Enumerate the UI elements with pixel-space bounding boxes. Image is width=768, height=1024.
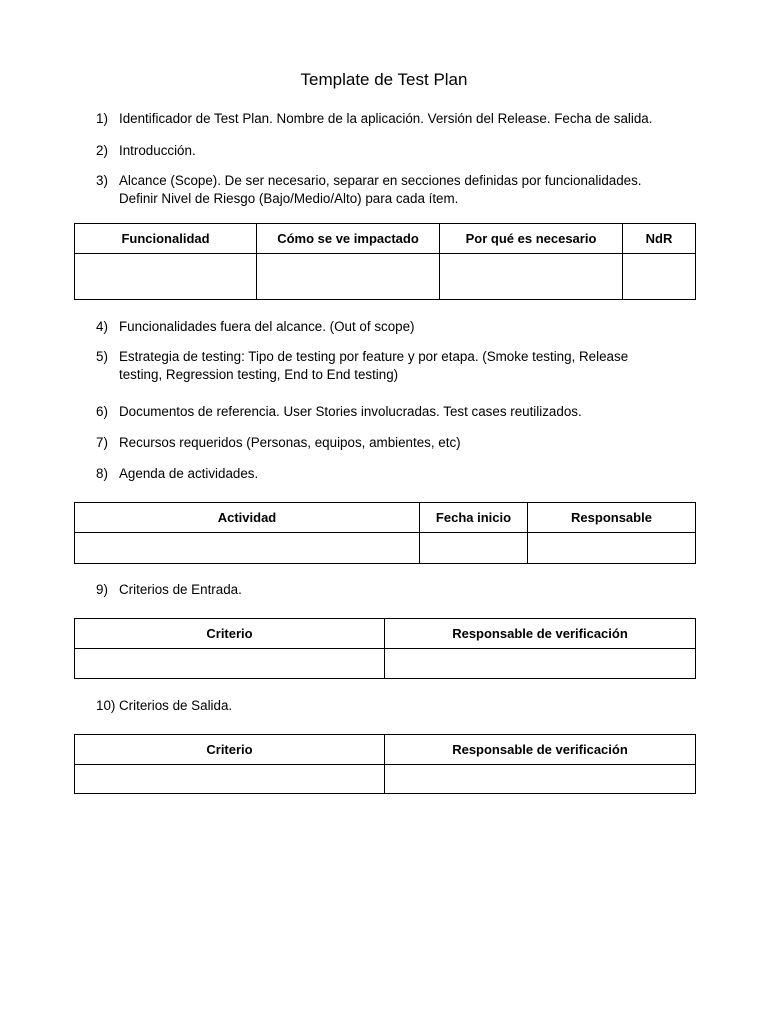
exit-criteria-table (74, 734, 696, 794)
table-row (75, 533, 696, 564)
item-text-line-2: Definir Nivel de Riesgo (Bajo/Medio/Alto) para cada ítem. (119, 191, 459, 206)
header-responsable-verificacion: Responsable de verificación (385, 735, 696, 765)
table-header-row (75, 619, 696, 649)
header-criterio: Criterio (75, 619, 385, 649)
item-number: 2) (96, 143, 108, 158)
table-cell[interactable] (385, 649, 696, 679)
table-cell[interactable] (623, 254, 696, 300)
item-text: Agenda de actividades. (119, 466, 259, 481)
agenda-table (74, 502, 696, 564)
item-text-line-1: Alcance (Scope). De ser necesario, separar en secciones definidas por funcionalidades. (119, 173, 642, 188)
header-funcionalidad: Funcionalidad (75, 224, 257, 254)
header-fecha-inicio: Fecha inicio (420, 503, 528, 533)
item-text: Criterios de Salida. (119, 698, 233, 713)
table-cell[interactable] (75, 254, 257, 300)
scope-table (74, 223, 696, 300)
document-title: Template de Test Plan (300, 70, 468, 89)
table-cell[interactable] (75, 533, 420, 564)
item-number: 7) (96, 435, 108, 450)
header-criterio: Criterio (75, 735, 385, 765)
item-text-line-1: Estrategia de testing: Tipo de testing por feature y por etapa. (Smoke testing, Release (119, 349, 629, 364)
table-cell[interactable] (75, 649, 385, 679)
table-row (75, 765, 696, 794)
table-row (75, 649, 696, 679)
item-number: 1) (96, 111, 108, 126)
item-number: 5) (96, 349, 108, 364)
header-ndr: NdR (623, 224, 696, 254)
table-header-row (75, 503, 696, 533)
header-motivo: Por qué es necesario (440, 224, 623, 254)
item-text: Recursos requeridos (Personas, equipos, ambientes, etc) (119, 435, 461, 450)
table-cell[interactable] (385, 765, 696, 794)
table-header-row (75, 224, 696, 254)
header-impacto: Cómo se ve impactado (257, 224, 440, 254)
item-text: Documentos de referencia. User Stories involucradas. Test cases reutilizados. (119, 404, 582, 419)
item-number: 6) (96, 404, 108, 419)
table-row (75, 254, 696, 300)
table-cell[interactable] (528, 533, 696, 564)
table-cell[interactable] (440, 254, 623, 300)
item-text (119, 348, 696, 384)
item-number: 8) (96, 466, 108, 481)
entry-criteria-table (74, 618, 696, 679)
item-text: Introducción. (119, 143, 196, 158)
table-header-row (75, 735, 696, 765)
table-cell[interactable] (257, 254, 440, 300)
item-number: 4) (96, 319, 108, 334)
item-number: 3) (96, 173, 108, 188)
header-responsable-verificacion: Responsable de verificación (385, 619, 696, 649)
item-number: 9) (96, 582, 108, 597)
item-text (119, 172, 696, 208)
header-actividad: Actividad (75, 503, 420, 533)
item-text: Identificador de Test Plan. Nombre de la aplicación. Versión del Release. Fecha de salida. (119, 111, 653, 126)
table-cell[interactable] (420, 533, 528, 564)
item-number: 10) (96, 698, 116, 713)
table-cell[interactable] (75, 765, 385, 794)
header-responsable: Responsable (528, 503, 696, 533)
item-text: Criterios de Entrada. (119, 582, 242, 597)
item-text-line-2: testing, Regression testing, End to End testing) (119, 367, 399, 382)
item-text: Funcionalidades fuera del alcance. (Out of scope) (119, 319, 415, 334)
